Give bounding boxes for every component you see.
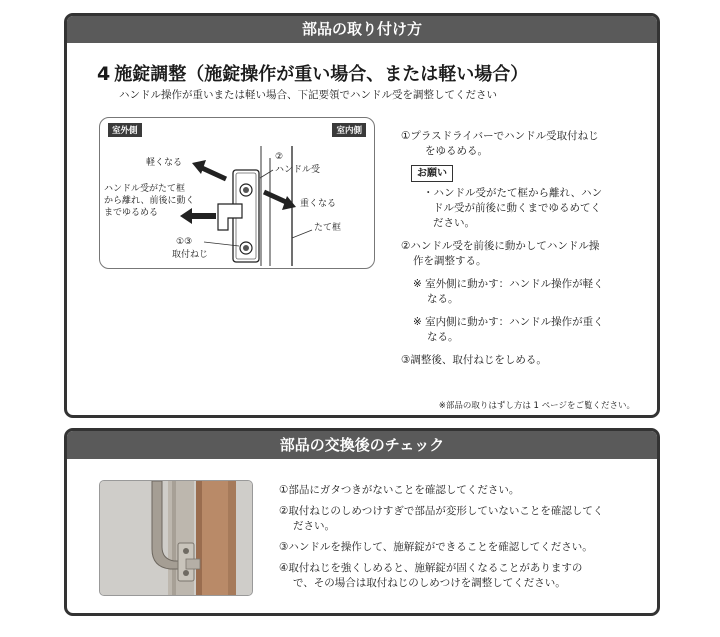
adjustment-diagram <box>99 117 375 269</box>
arrow-lighter-shaft <box>202 168 226 179</box>
installed-parts-photo <box>99 480 253 596</box>
check-3: ③ハンドルを操作して、施解錠ができることを確認してください。 <box>279 541 593 553</box>
remark-inside: ※ 室内側に動かす：ハンドル操作が重く なる。 <box>413 316 604 343</box>
step-2: ②ハンドル受を前後に動かしてハンドル操 作を調整する。 <box>401 240 600 267</box>
tag-outside: 室外側 <box>108 123 142 137</box>
label-heavier: 重くなる <box>300 199 337 209</box>
tag-inside: 室内側 <box>332 123 366 137</box>
label-receiver-num: ② <box>275 152 284 162</box>
adjustment-steps <box>401 129 631 368</box>
check-1: ①部品にガタつきがないことを確認してください。 <box>279 484 520 496</box>
check-2: ②取付ねじのしめつけすぎで部品が変形していないことを確認してく ださい。 <box>279 505 604 532</box>
check-4: ④取付ねじを強くしめると、施解錠が固くなることがありますの で、その場合は取付ねじのしめつけを調整してください。 <box>279 562 583 589</box>
note-text: ・ハンドル受がたて框から離れ、ハン ドル受が前後に動くまでゆるめてく ださい。 <box>423 187 603 229</box>
installation-panel <box>64 13 660 418</box>
leader-frame <box>292 230 312 238</box>
check-panel <box>64 428 660 616</box>
footnote: ※部品の取りはずし方は 1 ページをご覧ください。 <box>438 401 635 411</box>
section-number: 4 <box>97 63 111 85</box>
label-loosen-1: ハンドル受がたて框 <box>104 184 186 194</box>
label-screw: 取付ねじ <box>172 250 209 260</box>
step-1: ①プラスドライバーでハンドル受取付ねじ をゆるめる。 <box>401 130 599 157</box>
section-subtitle: ハンドル操作が重いまたは軽い場合、下記要領でハンドル受を調整してください <box>119 89 497 101</box>
step-3: ③調整後、取付ねじをしめる。 <box>401 354 547 366</box>
label-frame: たて框 <box>314 223 342 233</box>
label-lighter: 軽くなる <box>146 158 183 168</box>
label-loosen-3: までゆるめる <box>104 208 159 218</box>
label-screw-num: ①③ <box>176 237 193 247</box>
leader-receiver <box>260 170 273 178</box>
arrow-heavier-shaft <box>264 192 286 202</box>
check-header: 部品の交換後のチェック <box>67 431 657 459</box>
remark-outside: ※ 室外側に動かす：ハンドル操作が軽く なる。 <box>413 278 604 305</box>
label-receiver: ハンドル受 <box>275 165 321 175</box>
arrow-loosen-head <box>180 208 192 224</box>
label-loosen-2: から離れ、前後に動く <box>104 196 195 206</box>
section-title <box>97 60 528 86</box>
check-list <box>279 483 649 597</box>
installation-header: 部品の取り付け方 <box>67 16 657 43</box>
section-title-text: 施錠調整（施錠操作が重い場合、または軽い場合） <box>114 64 529 85</box>
note-label: お願い <box>411 165 453 182</box>
